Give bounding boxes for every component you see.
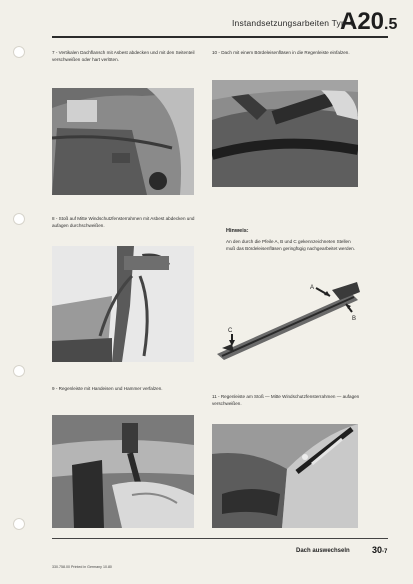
page-header-title: Instandsetzungsarbeiten Typ 4 [232,18,354,28]
step-8-text: 8 - Stoß auf Mitte Windschutzfensterrahmen mit Asbest abdecken und aufagen durchschweißen. [52,216,195,228]
section-code-sub: .5 [384,16,398,33]
hinweis-title: Hinweis: [226,228,249,234]
step-7-text: 7 - Vertikalen Dachflansch mit Asbest abdecken und mit den Seitenteil verschweißen oder hart verlöten. [52,50,195,62]
step-7-photo [52,88,194,195]
label-c: C [228,328,233,334]
step-10-text: 10 - Dach mit einem Bördeleisenfläsen in die Regenleiste einfalzen. [212,50,350,55]
footer-section-title: Dach auswechseln [296,548,350,554]
binder-hole [13,46,25,58]
section-code [340,8,397,36]
page-number-main: 30 [372,545,383,555]
page-number [372,545,387,555]
step-9-photo [52,415,194,528]
step-8-photo [52,246,194,362]
hinweis-diagram [212,282,362,362]
step-10-photo [212,80,358,187]
step-11-photo [212,424,358,528]
footer-rule [52,538,388,539]
label-b: B [352,316,357,322]
label-a: A [310,285,315,291]
print-note: 330.758.00 Printed in Germany 10.80 [52,565,112,569]
binder-hole [13,213,25,225]
binder-hole [13,518,25,530]
header-rule [52,36,388,38]
step-9-text: 9 - Regenleiste mit Handeisen und Hammer verfalzen. [52,386,163,391]
binder-hole [13,365,25,377]
section-code-main: A20 [340,8,385,35]
page-number-sub: -7 [382,549,388,555]
hinweis-text: An den durch die Pfeile A, B und C gekennzeichneten Stellen muß das Bördeleisenfläsen geringfügig nachgearbeitet werden. [226,239,355,251]
step-11-text: 11 - Regenleiste am Stoß — Mitte Windschutzfensterrahmen — aufagen verschweißen. [212,394,360,406]
